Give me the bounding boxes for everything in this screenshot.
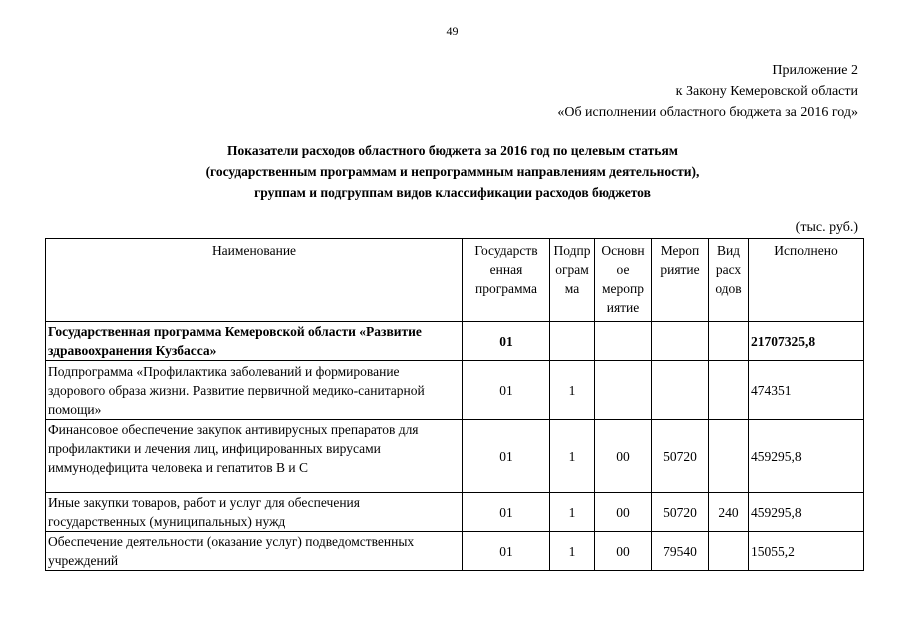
title-line-3: группам и подгруппам видов классификации расходов бюджетов — [254, 185, 651, 200]
row-subprogram: 1 — [550, 361, 595, 420]
row-main-activity: 00 — [595, 420, 652, 493]
header-program: Государств енная программа — [463, 239, 550, 322]
row-subprogram — [550, 322, 595, 361]
units-label: (тыс. руб.) — [795, 220, 858, 235]
title-line-1: Показатели расходов областного бюджета за 2016 год по целевым статьям — [227, 143, 678, 158]
table-row — [46, 532, 864, 571]
row-expense-type — [709, 420, 749, 493]
table-row — [46, 322, 864, 361]
row-name: Государственная программа Кемеровской области «Развитие здравоохранения Кузбасса» — [46, 322, 463, 361]
row-program: 01 — [463, 322, 550, 361]
row-subprogram: 1 — [550, 493, 595, 532]
header-main-activity: Основн ое меропр иятие — [595, 239, 652, 322]
row-activity: 79540 — [652, 532, 709, 571]
row-program: 01 — [463, 532, 550, 571]
appendix-line-1: Приложение 2 — [772, 63, 858, 78]
row-activity: 50720 — [652, 420, 709, 493]
row-name: Финансовое обеспечение закупок антивирусных препаратов для профилактики и лечения лиц, инфицированных вирусами иммунодефицита человека и гепатитов В и С — [46, 420, 463, 493]
row-expense-type — [709, 532, 749, 571]
header-executed: Исполнено — [749, 239, 864, 322]
row-activity — [652, 322, 709, 361]
table-header-row — [46, 239, 864, 322]
row-subprogram: 1 — [550, 420, 595, 493]
row-program: 01 — [463, 361, 550, 420]
document-title — [0, 140, 905, 203]
row-name: Иные закупки товаров, работ и услуг для обеспечения государственных (муниципальных) нужд — [46, 493, 463, 532]
row-expense-type — [709, 322, 749, 361]
row-activity: 50720 — [652, 493, 709, 532]
header-name: Наименование — [46, 239, 463, 322]
row-main-activity — [595, 322, 652, 361]
table-row — [46, 420, 864, 493]
row-expense-type — [709, 361, 749, 420]
row-activity — [652, 361, 709, 420]
row-program: 01 — [463, 420, 550, 493]
appendix-line-3: «Об исполнении областного бюджета за 2016 год» — [557, 105, 858, 120]
appendix-line-2: к Закону Кемеровской области — [675, 84, 858, 99]
row-program: 01 — [463, 493, 550, 532]
table-row — [46, 493, 864, 532]
header-activity: Мероп риятие — [652, 239, 709, 322]
expenses-table — [45, 238, 864, 571]
row-executed: 459295,8 — [749, 493, 864, 532]
appendix-block — [557, 60, 858, 123]
table-row — [46, 361, 864, 420]
page-number: 49 — [446, 24, 459, 38]
row-main-activity: 00 — [595, 532, 652, 571]
row-executed: 15055,2 — [749, 532, 864, 571]
row-subprogram: 1 — [550, 532, 595, 571]
header-subprogram: Подпр ограм ма — [550, 239, 595, 322]
row-executed: 21707325,8 — [749, 322, 864, 361]
row-name: Подпрограмма «Профилактика заболеваний и формирование здорового образа жизни. Развитие первичной медико-санитарной помощи» — [46, 361, 463, 420]
row-executed: 459295,8 — [749, 420, 864, 493]
row-main-activity — [595, 361, 652, 420]
row-name: Обеспечение деятельности (оказание услуг) подведомственных учреждений — [46, 532, 463, 571]
row-main-activity: 00 — [595, 493, 652, 532]
header-expense-type: Вид расх одов — [709, 239, 749, 322]
row-executed: 474351 — [749, 361, 864, 420]
title-line-2: (государственным программам и непрограммным направлениям деятельности), — [205, 164, 700, 179]
row-expense-type: 240 — [709, 493, 749, 532]
